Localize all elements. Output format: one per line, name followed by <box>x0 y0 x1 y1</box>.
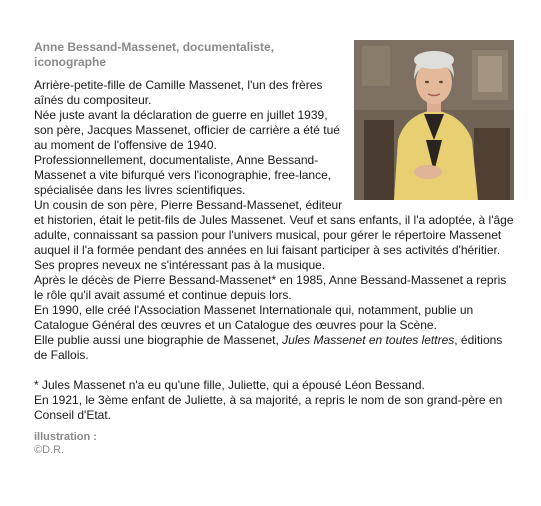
book-title: Jules Massenet en toutes lettres <box>282 333 455 347</box>
spacer <box>34 363 514 378</box>
portrait-illustration <box>354 40 514 200</box>
book-text-after: , éditions de Fallois. <box>34 333 503 362</box>
bio-paragraph: Arrière-petite-fille de Camille Massenet, l'un des frères aînés du compositeur. <box>34 78 323 107</box>
bio-paragraph: Née juste avant la déclaration de guerre en juillet 1939, son père, Jacques Massenet, officier de carrière a été tué au moment de l'offensive de 1940. <box>34 108 340 152</box>
page-title: Anne Bessand-Massenet, documentaliste, iconographe <box>34 40 275 69</box>
footnote-line: * Jules Massenet n'a eu qu'une fille, Juliette, qui a épousé Léon Bessand. <box>34 378 425 392</box>
bio-paragraph-book <box>34 333 514 363</box>
bio-paragraph: En 1990, elle créé l'Association Massenet Internationale qui, notamment, publie un Catalogue Général des œuvres et un Catalogue des œuvres pour la Scène. <box>34 303 474 332</box>
illustration-copyright: ©D.R. <box>34 444 65 456</box>
footnote <box>34 378 514 423</box>
bio-paragraph: Après le décès de Pierre Bessand-Massenet* en 1985, Anne Bessand-Massenet a repris le rôle qu'il avait assumé et continue depuis lors. <box>34 273 507 302</box>
illustration-credit <box>34 431 514 457</box>
book-text-before: Elle publie aussi une biographie de Massenet, <box>34 333 283 347</box>
illustration-label: illustration : <box>34 431 97 443</box>
bio-paragraph: Ses propres neveux ne s'intéressant pas à la musique. <box>34 258 326 272</box>
bio-paragraph: Un cousin de son père, Pierre Bessand-Massenet, éditeur et historien, était le petit-fils de Jules Massenet. Veuf et sans enfants, il l'a adoptée, à l'âge adulte, connaissant sa passion pour l'univers musical, pour gérer le répertoire Massenet auquel il l'a formée pendant des années en lui faisant participer à ses activités d'héritier. <box>34 198 514 257</box>
footnote-line: En 1921, le 3ème enfant de Juliette, à sa majorité, a repris le nom de son grand-père en Conseil d'Etat. <box>34 393 503 422</box>
bio-paragraph: Professionnellement, documentaliste, Anne Bessand-Massenet a vite bifurqué vers l'iconographie, free-lance, spécialisée dans les livres scientifiques. <box>34 153 332 197</box>
portrait-photo <box>354 40 514 200</box>
article <box>34 40 514 457</box>
